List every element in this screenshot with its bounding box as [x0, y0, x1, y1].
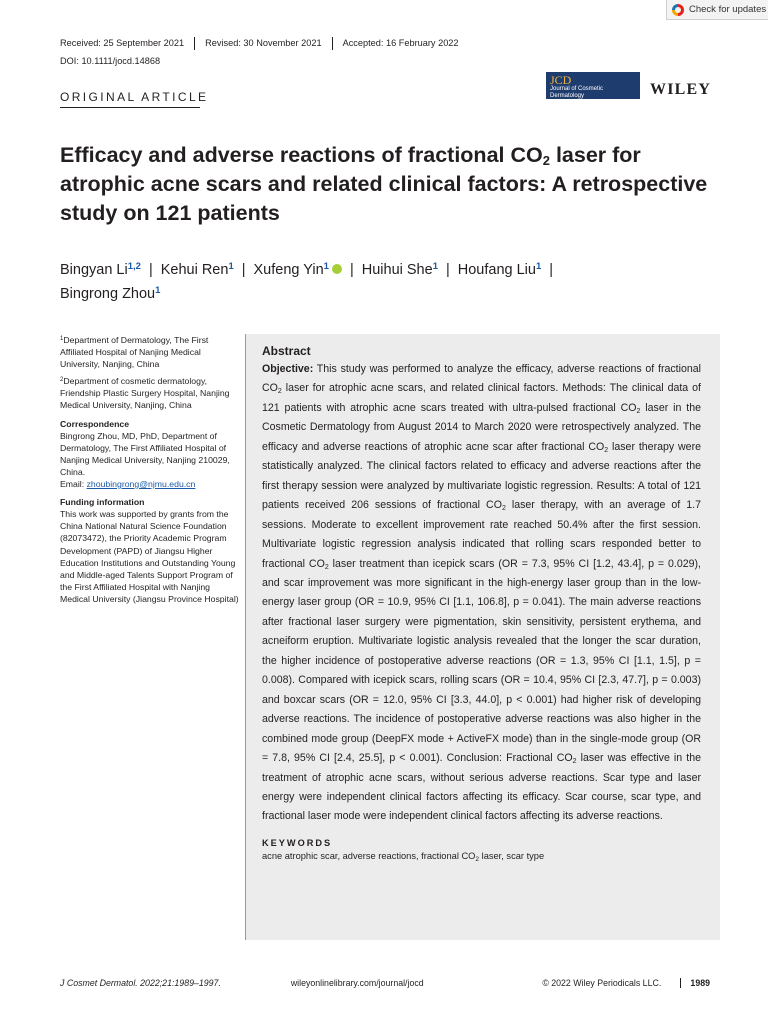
abstract-heading: Abstract	[262, 344, 311, 358]
check-for-updates-button[interactable]	[666, 0, 768, 20]
affiliation: $^1$Department of Dermatology, The First Affiliated Hospital of Nanjing Medical University, Nanjing, China	[60, 335, 209, 370]
received-date: Received: 25 September 2021	[60, 38, 185, 48]
funding-heading: Funding information	[60, 497, 145, 508]
abstract-text: Objective: This study was performed to analyze the efficacy, adverse reactions of fractional $CO_2$ laser for atrophic acne scars, and related clinical factors. Methods: The clinical data of 121 patients with atrophic acne scars treated with ultra-pulsed fractional $CO_2$ laser in the Cosmetic Dermatology from August 2014 to March 2020 were retrospectively analyzed. The efficacy and adverse reactions of atrophic acne scar after fractional $CO_2$ laser therapy were statistically analyzed. The clinical factors related to efficacy and adverse reactions after the first therapy session were analyzed by multivariate logistic regression. Results: A total of 121 patients received 206 sessions of fractional $CO_2$ laser therapy, with an average of 1.7 sessions. Moderate to excellent improvement rate reached 50.4% after the first session. Multivariate logistic regression analysis indicated that rolling scars responded better to fractional $CO_2$ laser treatment than icepick scars (OR = 7.3, 95% CI [1.2, 43.4], p = 0.029), and scar improvement was more significant in the high-energy laser group than in the low-energy laser group (OR = 10.9, 95% CI [1.1, 106.8], p = 0.041). The main adverse reactions after fractional laser surgery were pigmentation, skin sensitivity, persistent erythema, and acneiform eruption. Multivariate logistic analysis revealed that the longer the scar duration, the higher incidence of postoperative adverse reactions (OR = 1.3, 95% CI [1.1, 1.5], p = 0.008). Compared with icepick scars, rolling scars (OR = 10.4, 95% CI [2.3, 47.7], p = 0.003) and boxcar scars (OR = 12.0, 95% CI [3.3, 44.0], p < 0.001) had higher risk of developing adverse reactions. The incidence of postoperative adverse reactions was also higher in the combined mode group (DeepFX mode + ActiveFX mode) than in the single-mode group (OR = 7.8, 95% CI [2.4, 25.5], p < 0.001). Conclusion: Fractional $CO_2$ laser was effective in the treatment of atrophic acne scars, without serious adverse reactions. Scar type and laser energy were independent clinical factors affecting its efficacy. Scar course, scar type, and fractional laser mode were independent clinical factors affecting its adverse reactions.	[262, 363, 701, 823]
doi[interactable]: DOI: 10.1111/jocd.14868	[60, 56, 161, 66]
publisher-logo: WILEY	[650, 81, 712, 98]
correspondence-text: Bingrong Zhou, MD, PhD, Department of Dermatology, The First Affiliated Hospital of Nanjing Medical University, Nanjing 210029, China. Email: zhoubingrong@njmu.edu.cn	[60, 430, 230, 490]
orcid-icon[interactable]	[332, 264, 342, 274]
journal-url[interactable]: wileyonlinelibrary.com/journal/jocd	[290, 978, 424, 988]
author[interactable]: Houfang Liu$^1$	[457, 261, 542, 278]
affiliation: $^2$Department of cosmetic dermatology, Friendship Plastic Surgery Hospital, Nanjing Medical University, Nanjing, China	[60, 376, 230, 411]
revised-date: Revised: 30 November 2021	[194, 37, 331, 50]
author-list: Bingyan Li$^{1,2}$ | Kehui Ren$^1$ | Xufeng Yin$^1$ | Huihui She$^1$ | Houfang Liu$^1$ | Bingrong Zhou$^1$	[60, 261, 554, 302]
correspondence-email-link[interactable]: zhoubingrong@njmu.edu.cn	[86, 479, 196, 490]
article-type: ORIGINAL ARTICLE	[60, 90, 209, 104]
page-number: 1989	[680, 978, 710, 988]
keywords-heading: KEYWORDS	[262, 837, 333, 848]
sidebar-info	[60, 334, 240, 610]
article-title: Efficacy and adverse reactions of fractional $CO_2$ laser for atrophic acne scars and related clinical factors: A retrospective study on 121 patients	[60, 143, 708, 225]
correspondence-heading: Correspondence	[60, 418, 130, 429]
accepted-date: Accepted: 16 February 2022	[332, 37, 469, 50]
article-type-rule	[60, 107, 200, 108]
journal-logo	[546, 72, 640, 99]
author[interactable]: Kehui Ren$^1$	[160, 261, 234, 278]
funding-text: This work was supported by grants from the China National Natural Science Foundation (82073472), the Priority Academic Program Development (PAPD) of Jiangsu Higher Education Institutions and Outstanding Young and Middle-aged Talents Support Program of the First Affiliated Hospital with Nanjing Medical University (Jiangsu Province Hospital)	[60, 509, 239, 604]
author[interactable]: Huihui She$^1$	[361, 261, 438, 278]
abstract-box	[245, 334, 720, 940]
article-dates	[60, 37, 469, 50]
author[interactable]: Bingyan Li$^{1,2}$	[60, 261, 141, 278]
crossmark-icon	[672, 4, 684, 16]
author[interactable]: Xufeng Yin$^1$	[254, 262, 342, 278]
journal-logo-abbr: JCD	[550, 73, 572, 87]
keywords-text: acne atrophic scar, adverse reactions, fractional $CO_2$ laser, scar type	[262, 850, 545, 863]
check-for-updates-label: Check for updates	[689, 4, 767, 15]
author[interactable]: Bingrong Zhou$^1$	[60, 285, 161, 302]
page-footer	[60, 978, 710, 988]
journal-logo-name: Journal of Cosmetic Dermatology	[550, 86, 604, 99]
citation: J Cosmet Dermatol. 2022;21:1989–1997.	[60, 978, 221, 988]
copyright: © 2022 Wiley Periodicals LLC.	[542, 978, 662, 988]
